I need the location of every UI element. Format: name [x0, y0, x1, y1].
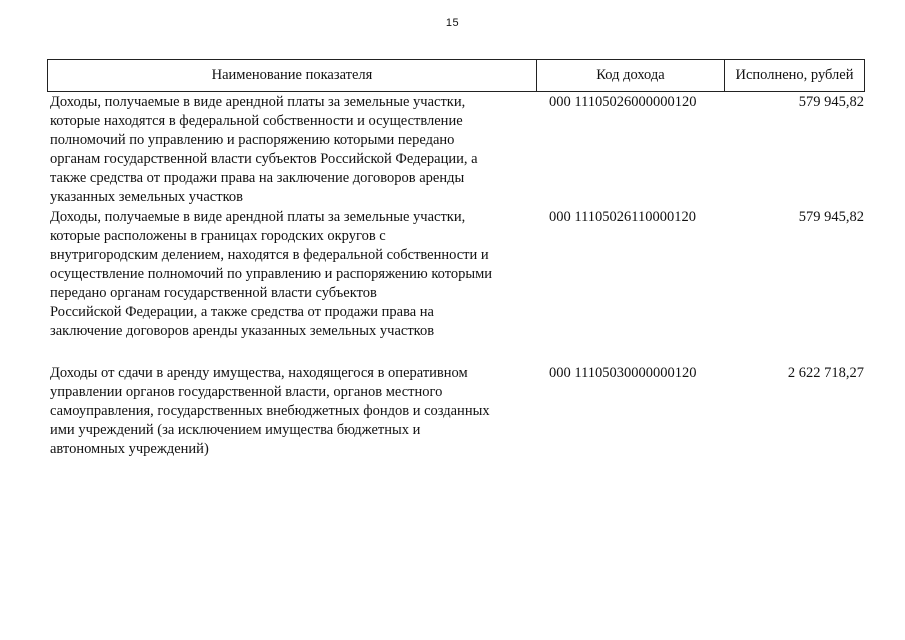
row-indicator-name: Доходы, получаемые в виде арендной платы за земельные участки, которые находятся в федеральной собственности и осуществление полномочий по управлению и распоряжению которыми передано органам государственной власти субъектов Российской Федерации, а также средства от продажи права на заключение договоров аренды указанных земельных участков: [50, 94, 478, 205]
row-indicator-name: Доходы, получаемые в виде арендной платы за земельные участки, которые расположены в границах городских округов с внутригородским делением, находятся в федеральной собственности и осуществление полномочий по управлению и распоряжению которыми передано органам государственной власти субъектов Российской Федерации, а также средства от продажи права на заключение договоров аренды указанных земельных участков: [50, 209, 493, 339]
row-income-code: 000 11105026110000120: [549, 209, 697, 225]
row-indicator-name: Доходы от сдачи в аренду имущества, находящегося в оперативном управлении органов государственной власти, органов местного самоуправления, государственных внебюджетных фондов и созданных ими учреждений (за исключением имущества бюджетных и автономных учреждений): [50, 365, 490, 457]
row-income-code: 000 11105030000000120: [549, 365, 697, 381]
header-income-code: Код дохода: [537, 60, 725, 91]
page-number: 15: [445, 17, 460, 29]
row-executed-amount: 579 945,82: [798, 209, 864, 225]
header-indicator-name: Наименование показателя: [48, 60, 537, 91]
header-executed: Исполнено, рублей: [735, 67, 854, 83]
table-header: [47, 59, 865, 92]
row-executed-amount: 2 622 718,27: [787, 365, 864, 381]
row-income-code: 000 11105026000000120: [549, 94, 697, 110]
row-executed-amount: 579 945,82: [798, 94, 864, 110]
